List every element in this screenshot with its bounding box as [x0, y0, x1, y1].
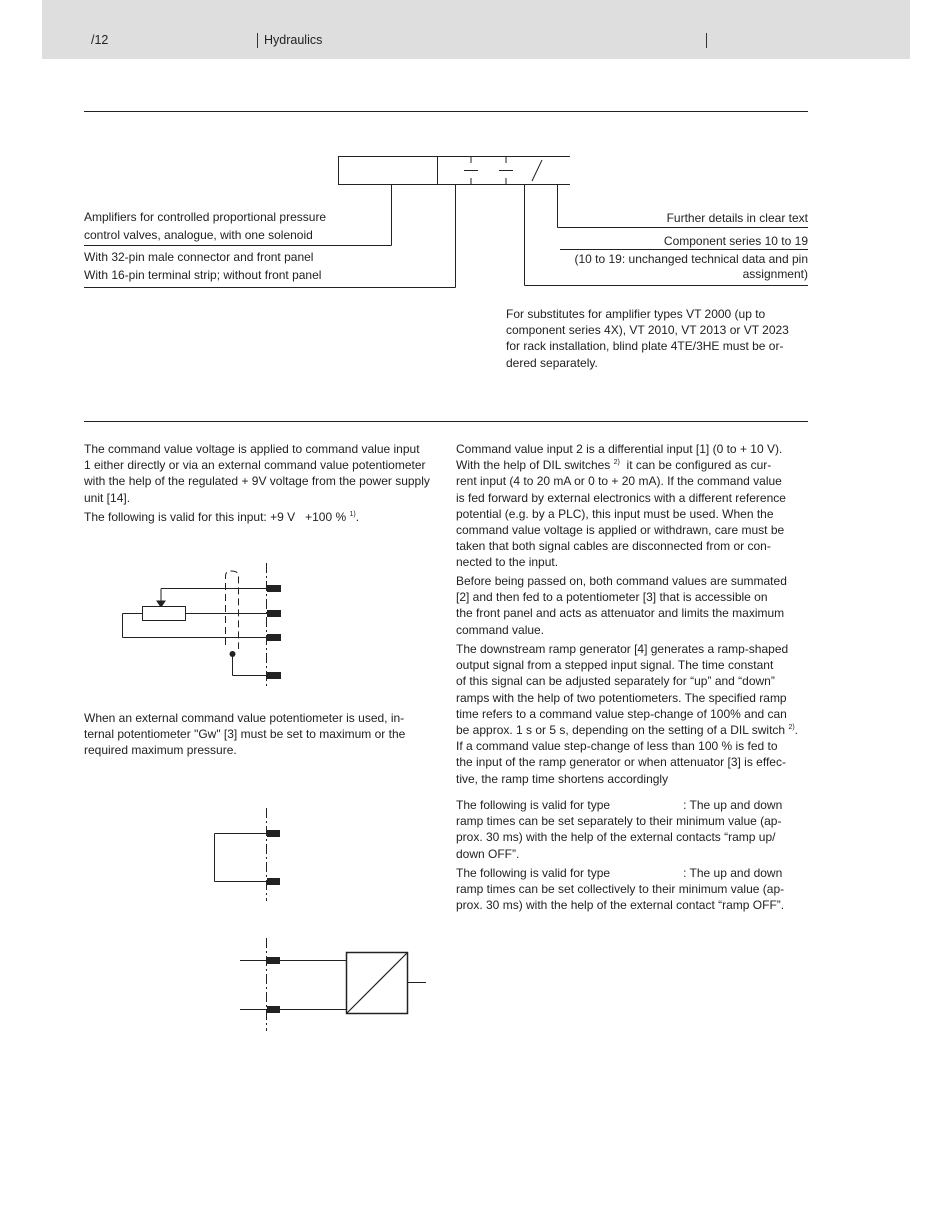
text-line: ramp times can be set separately to their minimum value (ap- — [456, 814, 782, 829]
right-para-command-input2 — [456, 441, 816, 571]
text-line: tive, the ramp time shortens accordingly — [456, 771, 669, 786]
label-32pin-connector: With 32-pin male connector and front panel — [84, 250, 314, 264]
text-line: the front panel and acts as attenuator and limits the maximum — [456, 606, 785, 621]
label-16pin-terminal: With 16-pin terminal strip; without front panel — [84, 268, 322, 282]
text-line: rent input (4 to 20 mA or 0 to + 20 mA). If the command value — [456, 474, 782, 489]
page-number: /12 — [91, 33, 109, 47]
right-para-ramp-generator — [456, 641, 816, 787]
substitutes-line: For substitutes for amplifier types VT 2000 (up to — [506, 307, 766, 321]
section-rule-middle — [84, 421, 808, 422]
text-fragment: : The up and down — [683, 798, 783, 812]
text-line: prox. 30 ms) with the help of the external contacts “ramp up/ — [456, 830, 776, 845]
text-line: command value voltage is applied or withdrawn, care must be — [456, 523, 785, 538]
text-line-type — [456, 797, 816, 813]
label-amplifiers-line2: control valves, analogue, with one solenoid — [84, 228, 313, 242]
left-para-valid-input — [84, 509, 444, 525]
header-section: Hydraulics — [264, 33, 323, 47]
text-line: time refers to a command value step-change of 100% and can — [456, 706, 787, 721]
text-line: The command value voltage is applied to command value input — [84, 442, 420, 456]
text-line: When an external command value potentiometer is used, in- — [84, 711, 405, 725]
text-line: is fed forward by external electronics with a different reference — [456, 490, 786, 505]
text-line: ternal potentiometer "Gw" [3] must be set to maximum or the — [84, 727, 406, 742]
text-line: 1 either directly or via an external command value potentiometer — [84, 458, 426, 473]
text-line: of this signal can be adjusted separately for “up” and “down” — [456, 674, 775, 689]
text-line: prox. 30 ms) with the help of the external contact “ramp OFF”. — [456, 898, 785, 913]
label-unchanged-line1: (10 to 19: unchanged technical data and pin — [574, 252, 808, 266]
text-line: The downstream ramp generator [4] generates a ramp-shaped — [456, 642, 789, 656]
text-fragment: : The up and down — [683, 866, 783, 880]
text-line: ramp times can be set collectively to their minimum value (ap- — [456, 882, 785, 897]
differential-input-diagram — [230, 935, 440, 1035]
left-para-command-input1 — [84, 441, 444, 506]
text-line: Before being passed on, both command values are summated — [456, 574, 787, 588]
text-line: output signal from a stepped input signal. The time constant — [456, 658, 774, 673]
text-line: unit [14]. — [84, 490, 131, 505]
label-amplifiers-line1: Amplifiers for controlled proportional pressure — [84, 210, 327, 224]
text-fragment: be approx. 1 s or 5 s, depending on the setting of a DIL switch — [456, 723, 789, 738]
text-fragment: The following is valid for type — [456, 866, 611, 880]
footnote-ref: 2) — [788, 724, 795, 732]
text-line: taken that both signal cables are disconnected from or con- — [456, 539, 771, 554]
right-para-type-separate — [456, 797, 816, 862]
text-line: with the help of the regulated + 9V voltage from the power supply — [84, 474, 430, 489]
right-para-type-collective — [456, 865, 816, 914]
substitutes-line: component series 4X), VT 2010, VT 2013 or VT 2023 — [506, 323, 789, 338]
text-line: potential (e.g. by a PLC), this input must be used. When the — [456, 506, 774, 521]
text-line: ramps with the help of two potentiometers. The specified ramp — [456, 690, 787, 705]
label-component-series: Component series 10 to 19 — [663, 234, 808, 248]
text-line: If a command value step-change of less than 100 % is fed to — [456, 739, 778, 754]
substitutes-line: for rack installation, blind plate 4TE/3HE must be or- — [506, 339, 784, 354]
text-line: the input of the ramp generator or when attenuator [3] is effec- — [456, 755, 786, 770]
text-fragment: it can be configured as cur- — [619, 458, 772, 473]
text-fragment: . — [794, 723, 799, 738]
potentiometer-circuit-diagram — [110, 560, 290, 690]
text-line: [2] and then fed to a potentiometer [3] that is accessible on — [456, 590, 768, 605]
text-line: The following is valid for this input: +9 V +100 % — [84, 510, 347, 524]
text-line: required maximum pressure. — [84, 743, 237, 758]
label-unchanged-line2: assignment) — [742, 267, 808, 281]
text-punct: . — [355, 510, 360, 524]
text-line: command value. — [456, 622, 545, 637]
footnote-ref: 1) — [349, 511, 356, 518]
substitutes-note — [506, 306, 816, 371]
text-line-type — [456, 865, 816, 881]
substitutes-line: dered separately. — [506, 355, 598, 370]
right-para-summation — [456, 573, 816, 638]
text-fragment: The following is valid for type — [456, 798, 611, 812]
text-fragment: With the help of DIL switches — [456, 458, 614, 473]
label-further-details: Further details in clear text — [666, 211, 808, 225]
text-line: down OFF”. — [456, 846, 520, 861]
text-line: nected to the input. — [456, 555, 559, 570]
text-line-dil — [456, 457, 816, 473]
text-line: Command value input 2 is a differential input [1] (0 to + 10 V). — [456, 442, 783, 456]
text-line-dil-switch — [456, 722, 816, 738]
left-para-external-potentiometer — [84, 710, 444, 759]
ramp-contact-diagram — [200, 805, 300, 905]
footnote-ref: 2) — [613, 459, 620, 467]
